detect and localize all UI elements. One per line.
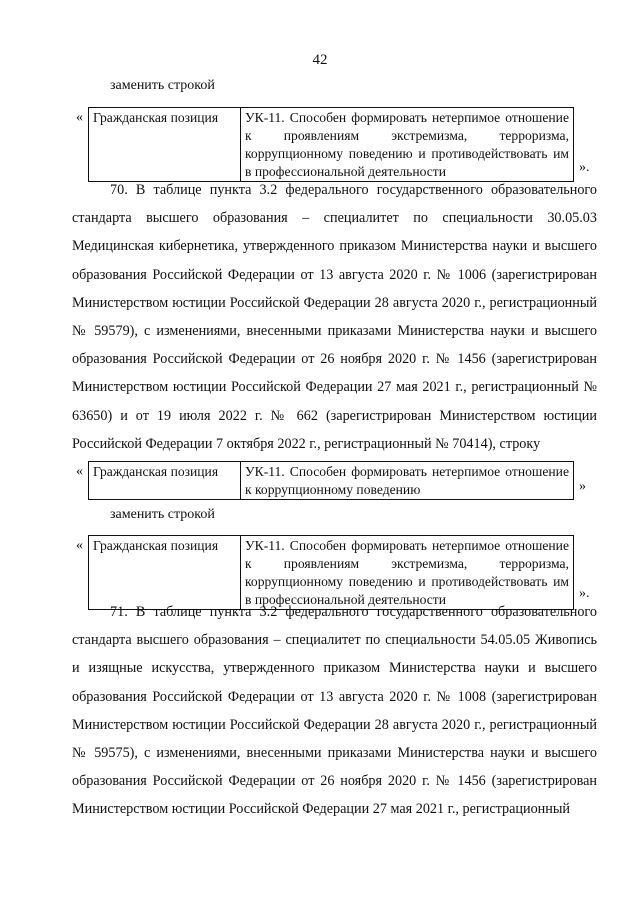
table-row bbox=[89, 462, 574, 500]
replace-label-top: заменить строкой bbox=[110, 78, 215, 93]
table-row bbox=[89, 108, 574, 182]
table-3-close-quote: ». bbox=[579, 586, 590, 601]
table-2-open-quote: « bbox=[76, 464, 83, 479]
table-3-cell-competence: УК-11. Способен формировать нетерпимое отношение к проявлениям экстремизма, терроризма, коррупционному поведению и противодействовать им в профессиональной деятельности bbox=[241, 536, 574, 610]
table-1 bbox=[88, 107, 574, 182]
page-number: 42 bbox=[312, 52, 328, 68]
table-1-close-quote: ». bbox=[579, 160, 590, 175]
table-3-cell-category: Гражданская позиция bbox=[89, 536, 241, 610]
table-2-close-quote: » bbox=[579, 479, 586, 494]
table-2-cell-competence: УК-11. Способен формировать нетерпимое отношение к коррупционному поведению bbox=[241, 462, 574, 500]
table-3-open-quote: « bbox=[76, 538, 83, 553]
paragraph-70: 70. В таблице пункта 3.2 федерального государственного образовательного стандарта высшего образования – специалитет по специальности 30.05.03 Медицинская кибернетика, утвержденного приказом Министерства науки и высшего образования Российской Федерации от 13 августа 2020 г. № 1006 (зарегистрирован Министерством юстиции Российской Федерации 28 августа 2020 г., регистрационный № 59579), с изменениями, внесенными приказами Министерства науки и высшего образования Российской Федерации от 26 ноября 2020 г. № 1456 (зарегистрирован Министерством юстиции Российской Федерации 27 мая 2021 г., регистрационный № 63650) и от 19 июля 2022 г. № 662 (зарегистрирован Министерством юстиции Российской Федерации 7 октября 2022 г., регистрационный № 70414), строку bbox=[72, 182, 597, 452]
replace-label-mid: заменить строкой bbox=[110, 507, 215, 522]
table-1-cell-category: Гражданская позиция bbox=[89, 108, 241, 182]
table-2 bbox=[88, 461, 574, 500]
table-1-open-quote: « bbox=[76, 110, 83, 125]
table-2-cell-category: Гражданская позиция bbox=[89, 462, 241, 500]
table-1-cell-competence: УК-11. Способен формировать нетерпимое отношение к проявлениям экстремизма, терроризма, коррупционному поведению и противодействовать им в профессиональной деятельности bbox=[241, 108, 574, 182]
paragraph-71: 71. В таблице пункта 3.2 федерального государственного образовательного стандарта высшего образования – специалитет по специальности 54.05.05 Живопись и изящные искусства, утвержденного приказом Министерства науки и высшего образования Российской Федерации от 13 августа 2020 г. № 1008 (зарегистрирован Министерством юстиции Российской Федерации 28 августа 2020 г., регистрационный № 59575), с изменениями, внесенными приказами Министерства науки и высшего образования Российской Федерации от 26 ноября 2020 г. № 1456 (зарегистрирован Министерством юстиции Российской Федерации 27 мая 2021 г., регистрационный bbox=[72, 604, 597, 818]
